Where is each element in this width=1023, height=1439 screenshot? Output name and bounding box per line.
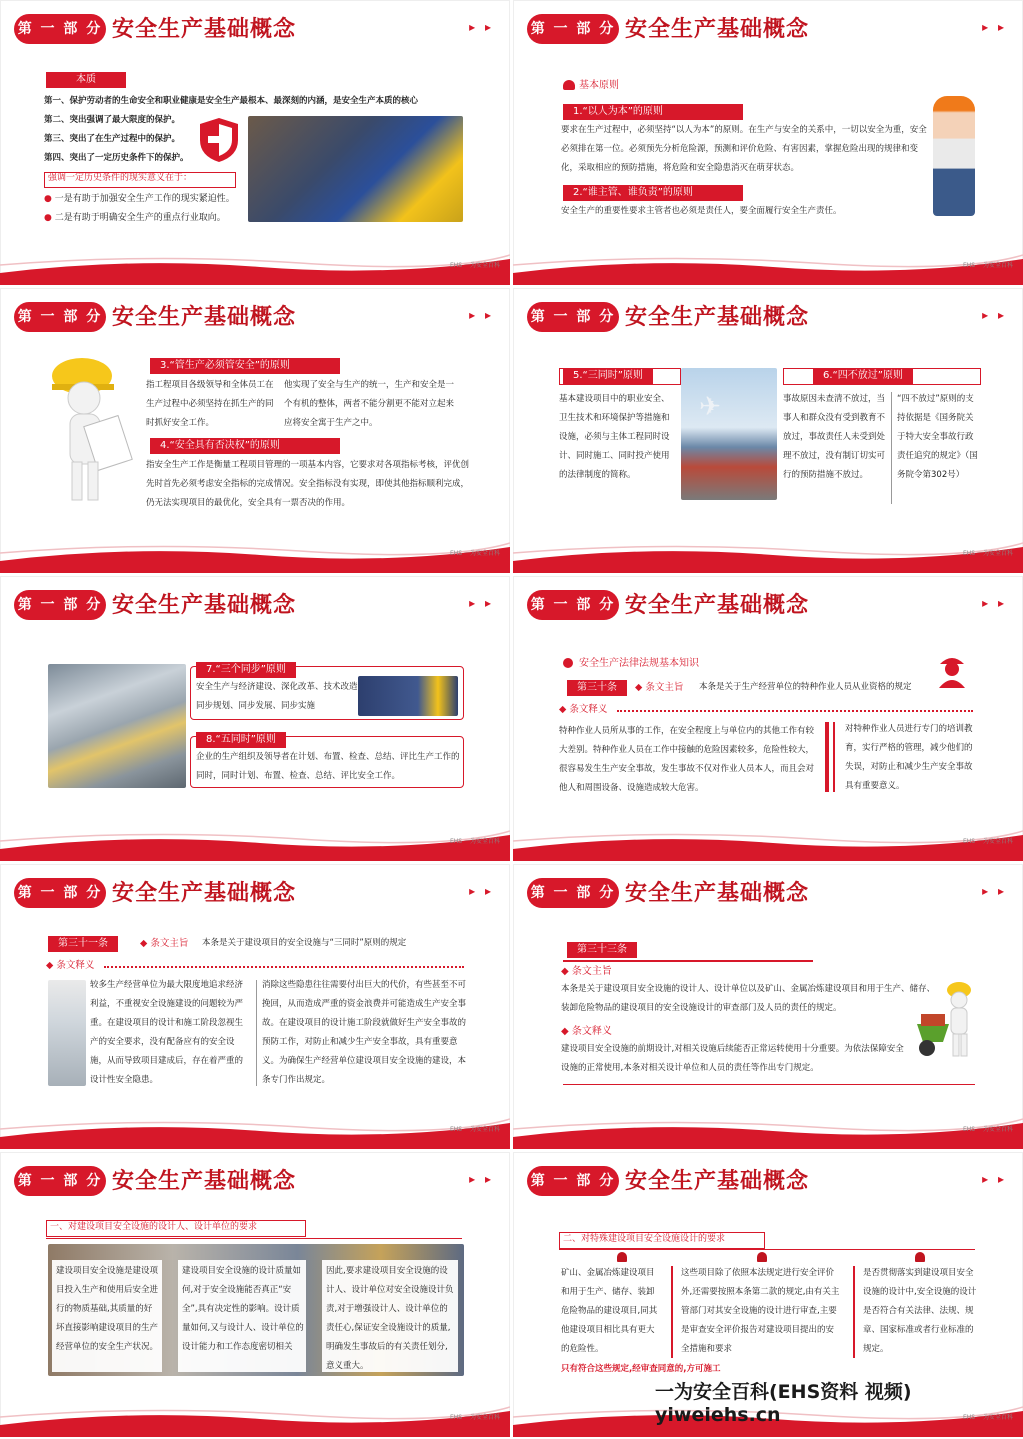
essence-line-1: 第一、保护劳动者的生命安全和职业健康是安全生产最根本、最深刻的内涵，是安全生产本质的核心 <box>44 96 419 106</box>
slide-7 <box>0 864 510 1149</box>
bullet-2: ● 二是有助于明确安全生产的重点行业取向。 <box>44 213 226 223</box>
approval-note: 只有符合这些规定,经审查同意的,方可施工 <box>561 1364 721 1374</box>
section-badge: 第 一 部 分 <box>14 590 106 620</box>
next-arrows-icon: ▸ ▸ <box>982 308 1007 322</box>
worker-icon <box>757 1252 767 1262</box>
requirement-heading: 二、对特殊建设项目安全设施设计的要求 <box>563 1234 726 1244</box>
red-wave-footer <box>513 1109 1023 1149</box>
ehs-logo: EHS 一为安全百科 <box>962 1126 1013 1133</box>
ehs-logo: EHS 一为安全百科 <box>449 262 500 269</box>
essence-line-4: 第四、突出了一定历史条件下的保护。 <box>44 153 189 163</box>
principle-8-label: 8.“五同时”原则 <box>196 732 286 748</box>
slide-title: 安全生产基础概念 <box>112 881 297 906</box>
red-bar <box>833 722 835 792</box>
slide-title: 安全生产基础概念 <box>112 305 297 330</box>
principle-3-text-b: 他实现了安全与生产的统一，生产和安全是一个有机的整体，两者不能分割更不能对立起来应将安全寓于生产之中。 <box>284 380 455 428</box>
slide-1 <box>0 0 510 285</box>
red-wave-footer <box>0 533 510 573</box>
helmet-icon <box>563 80 575 90</box>
section-badge: 第 一 部 分 <box>527 878 619 908</box>
explanation-label: ◆ 条文释义 <box>561 1026 612 1037</box>
col-1-text: 建设项目安全设施是建设项目投入生产和使用后安全进行的物质基础,其质量的好坏直接影响建设项目的生产经营单位的安全生产状况。 <box>56 1266 159 1352</box>
divider <box>671 1266 673 1358</box>
next-arrows-icon: ▸ ▸ <box>469 1172 494 1186</box>
principle-5-label: 5.“三同时”原则 <box>563 368 653 384</box>
col-3-text: 是否贯彻落实到建设项目安全设施的设计中,安全设施的设计是否符合有关法律、法规、规章、国家标准或者行业标准的规定。 <box>863 1268 977 1354</box>
red-wave-footer <box>0 821 510 861</box>
essence-line-2: 第二、突出强调了最大限度的保护。 <box>44 115 181 125</box>
next-arrows-icon: ▸ ▸ <box>982 1172 1007 1186</box>
inspector-figure-icon <box>46 354 140 504</box>
explanation-text-1: 特种作业人员所从事的工作，在安全程度上与单位内的其他工作有较大差别。特种作业人员在工作中接触的危险因素较多，危险性较大，很容易发生生产安全事故，发生事故不仅对作业人员本人，而且会对他人和周围设备、设施造成较大危害。 <box>559 726 815 793</box>
worker-silhouette-icon <box>937 652 967 688</box>
worker-icon <box>915 1252 925 1262</box>
principle-2-text: 安全生产的重要性要求主管者也必须是责任人，要全面履行安全生产责任。 <box>561 206 842 216</box>
ehs-logo: EHS 一为安全百科 <box>962 1414 1013 1421</box>
next-arrows-icon: ▸ ▸ <box>469 596 494 610</box>
explanation-text-1: 较多生产经营单位为最大限度地追求经济利益，不重视安全设施建设的问题较为严重。在建设项目的设计和施工阶段忽视生产的安全要求，没有配备应有的安全设施，从而导致项目建成后，存在着严重的设计性安全隐患。 <box>90 980 244 1085</box>
section-badge: 第 一 部 分 <box>14 878 106 908</box>
ehs-logo: EHS 一为安全百科 <box>449 1126 500 1133</box>
principle-1-label: 1.“以人为本”的原则 <box>563 104 743 120</box>
principles-heading: 基本原则 <box>579 80 619 91</box>
purpose-label: ◆ 条文主旨 <box>635 682 684 693</box>
requirement-heading: 一、对建设项目安全设施的设计人、设计单位的要求 <box>50 1222 258 1232</box>
purpose-text: 本条是关于建设项目安全设施的设计人、设计单位以及矿山、金属冶炼建设项目和用于生产、储存、装卸危险物品的建设项目的安全设施设计的审查部门及人员的责任的规定。 <box>561 984 936 1013</box>
slide-title: 安全生产基础概念 <box>625 1169 810 1194</box>
worker-icon <box>617 1252 627 1262</box>
principle-3-label: 3.“管生产必须管安全”的原则 <box>150 358 340 374</box>
worker-helmet-photo <box>358 676 458 716</box>
red-wave-footer <box>0 245 510 285</box>
airplane-icon: ✈ <box>699 392 721 422</box>
slide-3 <box>0 288 510 573</box>
red-wave-footer <box>0 1397 510 1437</box>
explanation-text-2: 消除这些隐患往往需要付出巨大的代价，有些甚至不可挽回，从而造成严重的资金浪费并可能造成生产安全事故。在建设项目的设计施工阶段就做好生产安全事故的预防工作，对防止和减少生产安全事故，具有重要意义。为确保生产经营单位建设项目安全设施的建设，本条专门作出规定。 <box>262 980 467 1085</box>
tower-photo <box>48 980 86 1086</box>
shield-icon <box>198 116 240 164</box>
slide-6 <box>513 576 1023 861</box>
principle-6-text-b: “四不放过”原则的支持依据是《国务院关于特大安全事故行政责任追究的规定》（国务院令第302号） <box>897 394 978 480</box>
ehs-logo: EHS 一为安全百科 <box>962 838 1013 845</box>
essence-label: 本质 <box>46 72 126 88</box>
next-arrows-icon: ▸ ▸ <box>469 20 494 34</box>
explanation-text-2: 对特种作业人员进行专门的培训教育，实行严格的管理，减少他们的失误，对防止和减少生产安全事故具有重要意义。 <box>845 724 973 791</box>
bullet-1: ● 一是有助于加强安全生产工作的现实紧迫性。 <box>44 194 235 204</box>
slide-title: 安全生产基础概念 <box>625 593 810 618</box>
emphasis-text: 强调一定历史条件的现实意义在于： <box>48 173 193 183</box>
dotted-line <box>104 966 464 968</box>
principle-4-label: 4.“安全具有否决权”的原则 <box>150 438 340 454</box>
col-2-text: 建设项目安全设施的设计质量如何,对于安全设施能否真正“安全”,具有决定性的影响。设计质量如何,又与设计人、设计单位的设计能力和工作态度密切相关 <box>182 1266 304 1352</box>
red-wave-footer <box>513 245 1023 285</box>
red-wave-footer <box>513 821 1023 861</box>
principle-1-text: 要求在生产过程中，必须坚持“以人为本”的原则。在生产与安全的关系中，一切以安全为重，安全必须排在第一位。必须预先分析危险源，预测和评价危险、有害因素，掌握危险出现的规律和变化，采取相应的预防措施，将危险和安全隐患消灭在萌芽状态。 <box>561 125 927 173</box>
workers-tools-photo <box>248 116 463 222</box>
next-arrows-icon: ▸ ▸ <box>982 884 1007 898</box>
slide-2 <box>513 0 1023 285</box>
red-wave-footer <box>0 1109 510 1149</box>
ehs-logo: EHS 一为安全百科 <box>449 838 500 845</box>
section-badge: 第 一 部 分 <box>14 302 106 332</box>
purpose-text: 本条是关于建设项目的安全设施与“三同时”原则的规定 <box>202 938 407 948</box>
slide-title: 安全生产基础概念 <box>625 881 810 906</box>
child-hardhat-photo <box>933 96 975 216</box>
pipeline-plant-photo <box>48 664 186 788</box>
essence-line-3: 第三、突出了在生产过程中的保护。 <box>44 134 181 144</box>
slide-5 <box>0 576 510 861</box>
slide-title: 安全生产基础概念 <box>112 17 297 42</box>
brand-watermark: 一为安全百科(EHS资料 视频) yiweiehs.cn <box>655 1381 912 1426</box>
ehs-logo: EHS 一为安全百科 <box>449 1414 500 1421</box>
slide-title: 安全生产基础概念 <box>625 305 810 330</box>
wheelbarrow-worker-icon <box>913 980 979 1060</box>
principle-7-label: 7.“三个同步”原则 <box>196 662 296 678</box>
col-3-text: 因此,要求建设项目安全设施的设计人、设计单位对安全设施设计负责,对于增强设计人、设计单位的责任心,保证安全设施设计的质量,明确发生事故后的有关责任划分,意义重大。 <box>326 1266 454 1371</box>
section-badge: 第 一 部 分 <box>14 14 106 44</box>
slide-title: 安全生产基础概念 <box>112 593 297 618</box>
purpose-label: ◆ 条文主旨 <box>140 938 189 949</box>
ehs-logo: EHS 一为安全百科 <box>962 550 1013 557</box>
airplane-port-photo <box>681 368 777 500</box>
divider <box>853 1266 855 1358</box>
red-line <box>46 1238 462 1239</box>
slide-8 <box>513 864 1023 1149</box>
purpose-label: ◆ 条文主旨 <box>561 966 612 977</box>
ehs-logo: EHS 一为安全百科 <box>962 262 1013 269</box>
col-2-text: 这些项目除了依照本法规定进行安全评价外,还需要按照本条第二款的规定,由有关主管部门对其安全设施的设计进行审查,主要是审查安全评价报告对建设项目提出的安全措施和要求 <box>681 1268 840 1354</box>
divider <box>891 392 892 504</box>
next-arrows-icon: ▸ ▸ <box>982 20 1007 34</box>
principle-6-label: 6.“四不放过”原则 <box>813 368 913 384</box>
slide-4 <box>513 288 1023 573</box>
red-wave-footer <box>513 533 1023 573</box>
law-heading: 安全生产法律法规基本知识 <box>579 658 699 669</box>
divider <box>256 980 257 1086</box>
user-icon <box>563 658 573 668</box>
principle-5-text: 基本建设项目中的职业安全、卫生技术和环境保护等措施和设施，必须与主体工程同时设计、同时施工、同时投产使用的法律制度的简称。 <box>559 394 670 480</box>
next-arrows-icon: ▸ ▸ <box>982 596 1007 610</box>
red-underline <box>563 1084 975 1085</box>
principle-7-text: 安全生产与经济建设、深化改革、技术改造同步规划、同步发展、同步实施 <box>196 682 358 711</box>
next-arrows-icon: ▸ ▸ <box>469 308 494 322</box>
principle-4-text: 指安全生产工作是衡量工程项目管理的一项基本内容，它要求对各项指标考核，评优创先时首先必须考虑安全指标的完成情况。安全指标没有实现，即使其他指标顺利完成，仍无法实现项目的最优化，安全具有一票否决的作用。 <box>146 460 470 508</box>
slide-title: 安全生产基础概念 <box>625 17 810 42</box>
principle-6-text-a: 事故原因未查清不放过，当事人和群众没有受到教育不放过，事故责任人未受到处理不放过，没有制订切实可行的预防措施不放过。 <box>783 394 886 480</box>
principle-2-label: 2.“谁主管、谁负责”的原则 <box>563 185 743 201</box>
principle-8-text: 企业的生产组织及领导者在计划、布置、检查、总结、评比生产工作的同时，同时计划、布置、检查、总结、评比安全工作。 <box>196 752 460 781</box>
principle-3-text-a: 指工程项目各级领导和全体员工在生产过程中必须坚持在抓生产的同时抓好安全工作。 <box>146 380 274 428</box>
explanation-label: ◆ 条文释义 <box>46 960 95 971</box>
slide-9 <box>0 1152 510 1437</box>
section-badge: 第 一 部 分 <box>527 302 619 332</box>
explanation-label: ◆ 条文释义 <box>559 704 608 715</box>
slide-title: 安全生产基础概念 <box>112 1169 297 1194</box>
red-bar <box>825 722 829 792</box>
section-badge: 第 一 部 分 <box>527 1166 619 1196</box>
article-30-label: 第三十条 <box>567 680 627 696</box>
red-line <box>559 1249 975 1250</box>
section-badge: 第 一 部 分 <box>527 14 619 44</box>
section-badge: 第 一 部 分 <box>14 1166 106 1196</box>
explanation-text: 建设项目安全设施的前期设计,对相关设施后续能否正常运转使用十分重要。为依法保障安全设施的正常使用,本条对相关设计单位和人员的责任等作出专门规定。 <box>561 1044 904 1073</box>
dotted-line <box>617 710 973 712</box>
ehs-logo: EHS 一为安全百科 <box>449 550 500 557</box>
purpose-text: 本条是关于生产经营单位的特种作业人员从业资格的规定 <box>699 682 912 692</box>
col-1-text: 矿山、金属冶炼建设项目和用于生产、储存、装卸危险物品的建设项目,同其他建设项目相比具有更大的危险性。 <box>561 1268 658 1354</box>
next-arrows-icon: ▸ ▸ <box>469 884 494 898</box>
section-badge: 第 一 部 分 <box>527 590 619 620</box>
article-33-label: 第三十三条 <box>567 942 637 958</box>
article-31-label: 第三十一条 <box>48 936 118 952</box>
